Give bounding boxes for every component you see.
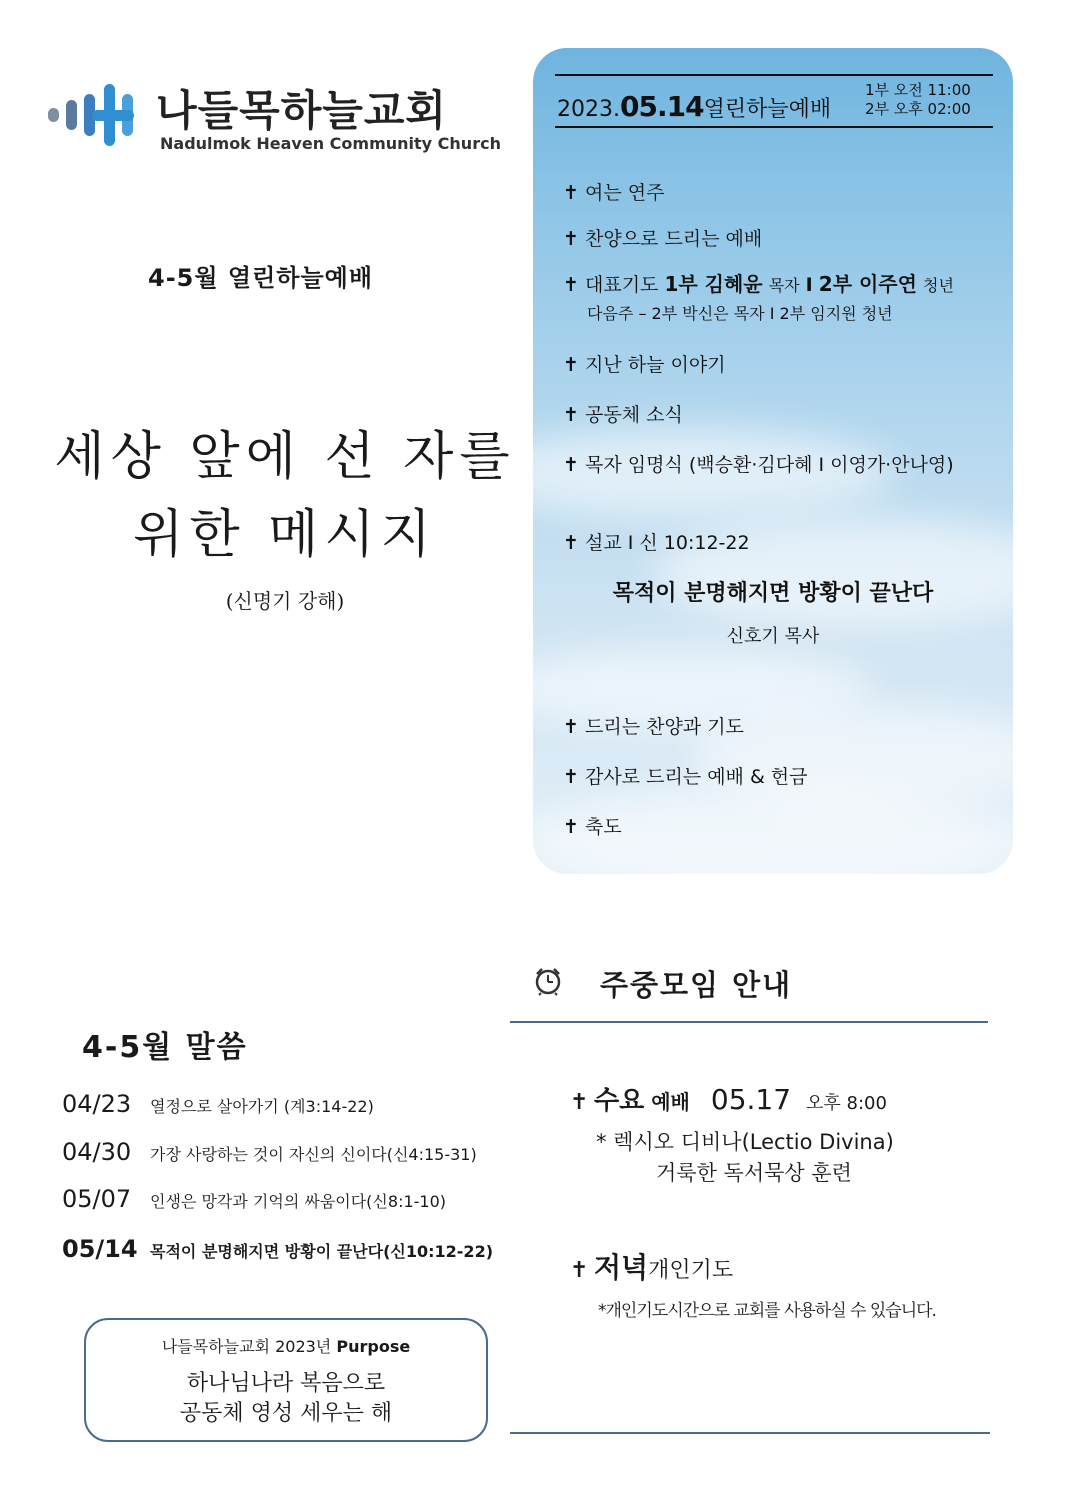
cross-icon: ✝ [563, 228, 579, 250]
header-bottom-rule [555, 126, 993, 128]
cross-icon: ✝ [563, 766, 579, 788]
order-item-last-story: ✝ 지난 하늘 이야기 [563, 354, 726, 376]
service-title: 4-5월 열린하늘예배 [148, 264, 374, 292]
evening-note: *개인기도시간으로 교회를 사용하실 수 있습니다. [598, 1301, 936, 1321]
order-item-benediction: ✝ 축도 [563, 816, 622, 838]
meetings-rule-bottom [510, 1432, 990, 1434]
word-date: 05/07 [62, 1185, 132, 1213]
cross-icon: ✝ [563, 716, 579, 738]
word-item-current [62, 1235, 493, 1263]
sermon-title: 목적이 분명해지면 방황이 끝난다 [612, 581, 934, 606]
church-logo [48, 78, 501, 158]
purpose-statement [86, 1369, 486, 1429]
next-week-prayer: 다음주 – 2부 박신은 목자 I 2부 임지원 청년 [587, 304, 893, 323]
word-item [62, 1090, 374, 1118]
word-title: 목적이 분명해지면 방황이 끝난다(신10:12-22) [150, 1242, 494, 1261]
service-times [865, 81, 971, 119]
purpose-box [84, 1318, 488, 1442]
cross-icon: ✝ [563, 274, 579, 296]
cross-icon: ✝ [563, 182, 579, 204]
cross-icon: ✝ [570, 1258, 589, 1283]
service-time-1: 1부 오전 11:00 [865, 81, 971, 99]
order-item-ordination: ✝ 목자 임명식 (백승환·김다혜 I 이영가·안나영) [563, 454, 954, 476]
cross-icon: ✝ [563, 454, 579, 476]
sermon-series-line-1: 세상 앞에 선 자를 [54, 427, 516, 487]
service-time-2: 2부 오후 02:00 [865, 100, 971, 118]
worship-order-card [533, 48, 1013, 874]
word-date: 05/14 [62, 1235, 138, 1263]
order-item-opening: ✝ 여는 연주 [563, 182, 665, 204]
order-item-prayer: ✝ 대표기도 1부 김혜윤 목자 I 2부 이주연 청년 다음주 – 2부 박신은 목자 I 2부 임지원 청년 [563, 272, 954, 323]
order-item-praise: ✝ 찬양으로 드리는 예배 [563, 228, 763, 250]
order-item-community-news: ✝ 공동체 소식 [563, 404, 683, 426]
purpose-line-2: 공동체 영성 세우는 해 [179, 1401, 393, 1426]
purpose-line-1: 하나님나라 복음으로 [186, 1371, 386, 1396]
service-date: 2023.05.14열린하늘예배 [557, 90, 832, 123]
order-item-offering: ✝ 감사로 드리는 예배 & 헌금 [563, 766, 808, 788]
meetings-heading: 주중모임 안내 [600, 968, 793, 1002]
logo-cross-dots-icon [48, 84, 148, 146]
alarm-clock-icon [533, 966, 563, 996]
word-item [62, 1138, 477, 1166]
preacher: 신호기 목사 [726, 626, 820, 647]
wednesday-note-1: * 렉시오 디비나(Lectio Divina) [596, 1130, 894, 1154]
cross-icon: ✝ [570, 1090, 589, 1115]
word-title: 가장 사랑하는 것이 자신의 신이다(신4:15-31) [150, 1145, 477, 1164]
cross-icon: ✝ [563, 816, 579, 838]
order-item-sermon: ✝ 설교 I 신 10:12-22 [563, 532, 750, 554]
order-item-offering-praise: ✝ 드리는 찬양과 기도 [563, 716, 744, 738]
word-item [62, 1185, 446, 1213]
cross-icon: ✝ [563, 354, 579, 376]
wednesday-service: ✝ 수요 예배 05.17 오후 8:00 [570, 1083, 887, 1116]
wednesday-note-2: 거룩한 독서묵상 훈련 [656, 1161, 852, 1185]
cross-icon: ✝ [563, 404, 579, 426]
sermon-series-subtitle: (신명기 강해) [225, 589, 345, 613]
word-date: 04/30 [62, 1138, 132, 1166]
logo-english: Nadulmok Heaven Community Church [160, 134, 501, 153]
words-heading: 4-5월 말씀 [82, 1030, 248, 1065]
word-title: 열정으로 살아가기 (계3:14-22) [150, 1097, 374, 1116]
word-date: 04/23 [62, 1090, 132, 1118]
meetings-rule-top [510, 1021, 988, 1023]
word-title: 인생은 망각과 기억의 싸움이다(신8:1-10) [150, 1192, 447, 1211]
evening-prayer: ✝ 저녁개인기도 [570, 1251, 734, 1284]
header-top-rule [555, 74, 993, 76]
purpose-caption: 나들목하늘교회 2023년 Purpose [161, 1337, 411, 1356]
sermon-series-line-2: 위한 메시지 [133, 505, 437, 565]
cross-icon: ✝ [563, 532, 579, 554]
logo-name: 나들목하늘교회 [156, 86, 448, 135]
sermon-series-title [40, 418, 530, 574]
